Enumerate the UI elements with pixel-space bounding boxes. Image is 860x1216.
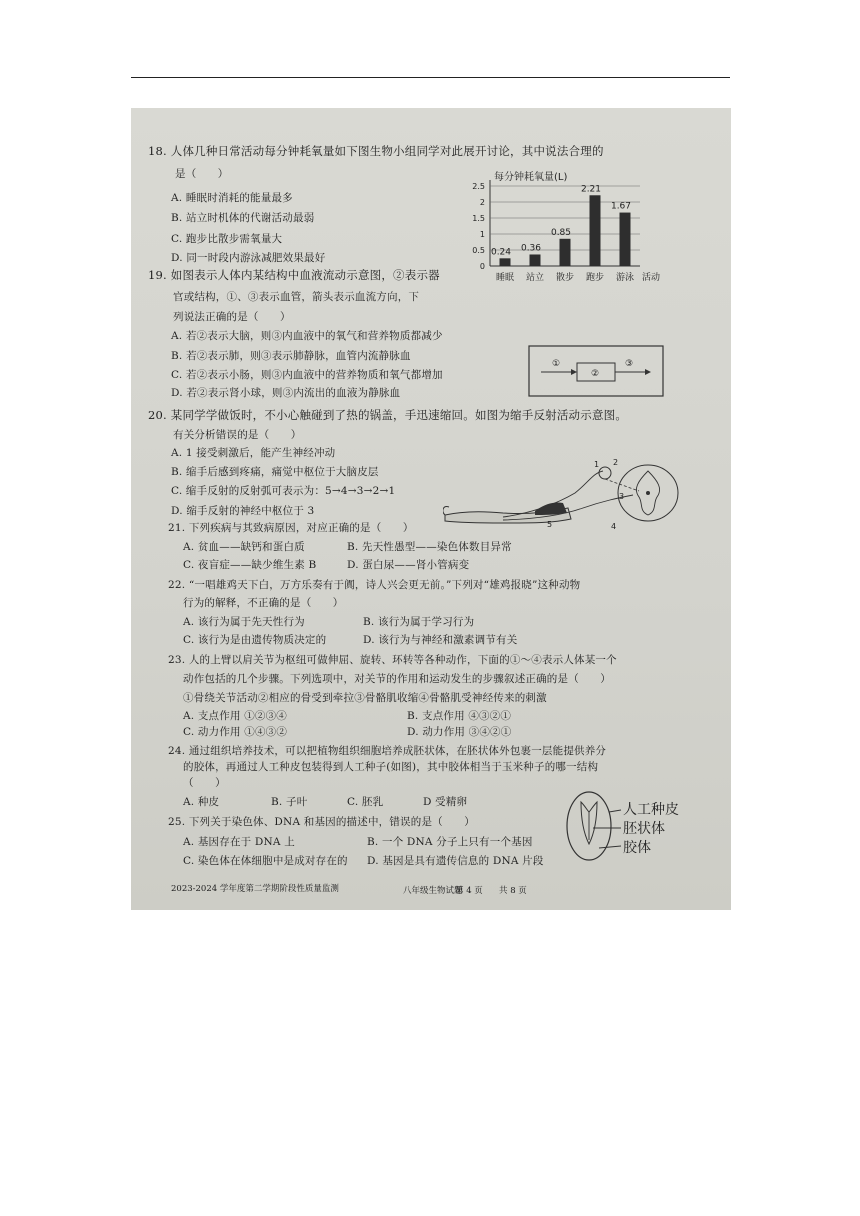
q21-option-d: D. 蛋白尿——肾小管病变 [347, 559, 470, 571]
q24-stem-2: 的胶体，再通过人工种皮包装得到人工种子(如图)，其中胶体相当于玉米种子的哪一结构 [183, 761, 599, 773]
reflex-label-4: 4 [611, 522, 617, 531]
q22-stem-2: 行为的解释，不正确的是（ ） [183, 597, 344, 609]
q24-option-a: A. 种皮 [183, 796, 220, 808]
x-tick-label: 散步 [555, 273, 575, 283]
oxygen-bar-chart [456, 168, 696, 286]
q22-stem-1: 22. “一唱雄鸡天下白，万方乐奏有于阗，诗人兴会更无前。”下列对“雄鸡报晓”这种动物 [168, 579, 581, 591]
q19-option-c: C. 若②表示小肠，则③内血液中的营养物质和氧气都增加 [171, 369, 443, 381]
reflex-label-5: 5 [547, 520, 553, 529]
q23-stem-2: 动作包括的几个步骤。下列选项中，对关节的作用和运动发生的步骤叙述正确的是（ ） [183, 673, 611, 685]
embryoid-label: 胚状体 [623, 821, 665, 837]
bar-2 [560, 239, 571, 266]
q21-option-a: A. 贫血——缺钙和蛋白质 [183, 541, 305, 553]
y-tick-label: 0.5 [472, 246, 485, 255]
q23-stem-1: 23. 人的上臂以肩关节为枢纽可做伸屈、旋转、环转等各种动作，下面的①～④表示人体某一个 [168, 654, 617, 666]
vessel-label-1: ① [552, 359, 561, 369]
q18-option-c: C. 跑步比散步需氧量大 [171, 233, 283, 245]
q20-stem-2: 有关分析错误的是（ ） [173, 429, 302, 441]
bar-0 [500, 258, 511, 266]
value-label: 0.24 [490, 247, 512, 258]
q19-option-d: D. 若②表示肾小球，则③内流出的血液为静脉血 [171, 387, 401, 399]
q18-stem-end: 是（ ） [175, 168, 229, 180]
x-tick-label: 站立 [525, 273, 545, 283]
q23-option-a: A. 支点作用 ①②③④ [183, 710, 287, 722]
reflex-label-3: 3 [619, 492, 625, 501]
q25-option-b: B. 一个 DNA 分子上只有一个基因 [367, 836, 533, 848]
q23-stem-3: ①骨绕关节活动②相应的骨受到牵拉③骨骼肌收缩④骨骼肌受神经传来的刺激 [183, 692, 547, 704]
artificial-seed-diagram [559, 788, 709, 868]
value-label: 2.21 [580, 184, 602, 195]
footer-subject: 八年级生物试题 [403, 886, 463, 896]
q24-option-b: B. 子叶 [271, 796, 308, 808]
q20-option-c: C. 缩手反射的反射弧可表示为：5→4→3→2→1 [171, 485, 396, 497]
q19-stem-2: 官或结构，①、③表示血管，箭头表示血流方向，下 [173, 291, 420, 303]
y-tick-label: 1 [479, 230, 485, 239]
q24-stem-1: 24. 通过组织培养技术，可以把植物组织细胞培养成胚状体，在胚状体外包裹一层能提供养分 [168, 745, 607, 757]
q19-stem-1: 19. 如图表示人体内某结构中血液流动示意图，②表示器 [148, 268, 440, 282]
q20-stem-1: 20. 某同学学做饭时，不小心触碰到了热的锅盖，手迅速缩回。如图为缩手反射活动示意图。 [148, 408, 628, 422]
q25-option-a: A. 基因存在于 DNA 上 [183, 836, 295, 848]
q22-option-a: A. 该行为属于先天性行为 [183, 616, 305, 628]
footer-total: 共 8 页 [499, 886, 527, 896]
y-tick-label: 1.5 [472, 214, 485, 223]
colloid-label: 胶体 [623, 840, 651, 856]
q20-option-d: D. 缩手反射的神经中枢位于 3 [171, 505, 315, 517]
seed-coat-label: 人工种皮 [623, 802, 679, 818]
x-tick-label: 跑步 [585, 273, 605, 283]
blood-flow-diagram [527, 344, 665, 398]
value-label: 0.85 [550, 227, 572, 238]
x-tick-label: 睡眠 [495, 273, 515, 283]
q18-option-d: D. 同一时段内游泳减肥效果最好 [171, 252, 326, 264]
reflex-label-2: 2 [613, 458, 619, 467]
reflex-arc-diagram [443, 453, 683, 533]
q18-stem: 18. 人体几种日常活动每分钟耗氧量如下图生物小组同学对此展开讨论，其中说法合理的 [148, 144, 604, 158]
q24-option-c: C. 胚乳 [347, 796, 384, 808]
q18-option-b: B. 站立时机体的代谢活动最弱 [171, 212, 315, 224]
value-label: 1.67 [610, 201, 632, 212]
bar-3 [590, 195, 601, 266]
q22-option-b: B. 该行为属于学习行为 [363, 616, 475, 628]
q21-option-c: C. 夜盲症——缺少维生素 B [183, 559, 317, 571]
x-tick-label: 游泳 [615, 273, 635, 283]
exam-page [131, 108, 731, 910]
q22-option-d: D. 该行为与神经和激素调节有关 [363, 634, 518, 646]
q19-stem-3: 列说法正确的是（ ） [173, 311, 291, 323]
reflex-label-1: 1 [594, 460, 600, 469]
q18-option-a: A. 睡眠时消耗的能量最多 [171, 192, 293, 204]
q23-option-b: B. 支点作用 ④③②① [407, 710, 512, 722]
y-tick-label: 2.5 [472, 182, 485, 191]
q21-option-b: B. 先天性愚型——染色体数目异常 [347, 541, 512, 553]
q23-option-d: D. 动力作用 ③④②① [407, 726, 512, 738]
footer-page: 第 4 页 [455, 886, 483, 896]
q25-stem: 25. 下列关于染色体、DNA 和基因的描述中，错误的是（ ） [168, 816, 475, 828]
q23-option-c: C. 动力作用 ①④③② [183, 726, 288, 738]
chart-title: 每分钟耗氧量(L) [494, 172, 568, 183]
q24-option-d: D 受精卵 [423, 796, 468, 808]
x-axis-label: 活动 [642, 273, 661, 283]
q19-option-a: A. 若②表示大脑，则③内血液中的氧气和营养物质都减少 [171, 330, 443, 342]
organ-label-2: ② [591, 369, 600, 379]
q19-option-b: B. 若②表示肺，则③表示肺静脉，血管内流静脉血 [171, 350, 411, 362]
bar-4 [620, 213, 631, 266]
q20-option-b: B. 缩手后感到疼痛，痛觉中枢位于大脑皮层 [171, 466, 379, 478]
q21-stem: 21. 下列疾病与其致病原因，对应正确的是（ ） [168, 522, 414, 534]
y-tick-label: 2 [479, 198, 485, 207]
bar-1 [530, 254, 541, 266]
q25-option-c: C. 染色体在体细胞中是成对存在的 [183, 855, 348, 867]
q24-stem-3: （ ） [183, 777, 226, 789]
q25-option-d: D. 基因是具有遗传信息的 DNA 片段 [367, 855, 544, 867]
footer-term: 2023-2024 学年度第二学期阶段性质量监测 [171, 884, 339, 894]
value-label: 0.36 [520, 243, 542, 254]
vessel-label-3: ③ [625, 359, 634, 369]
q22-option-c: C. 该行为是由遗传物质决定的 [183, 634, 327, 646]
y-tick-label: 0 [479, 262, 485, 271]
top-rule [131, 77, 730, 78]
q20-option-a: A. 1 接受刺激后，能产生神经冲动 [171, 447, 336, 459]
